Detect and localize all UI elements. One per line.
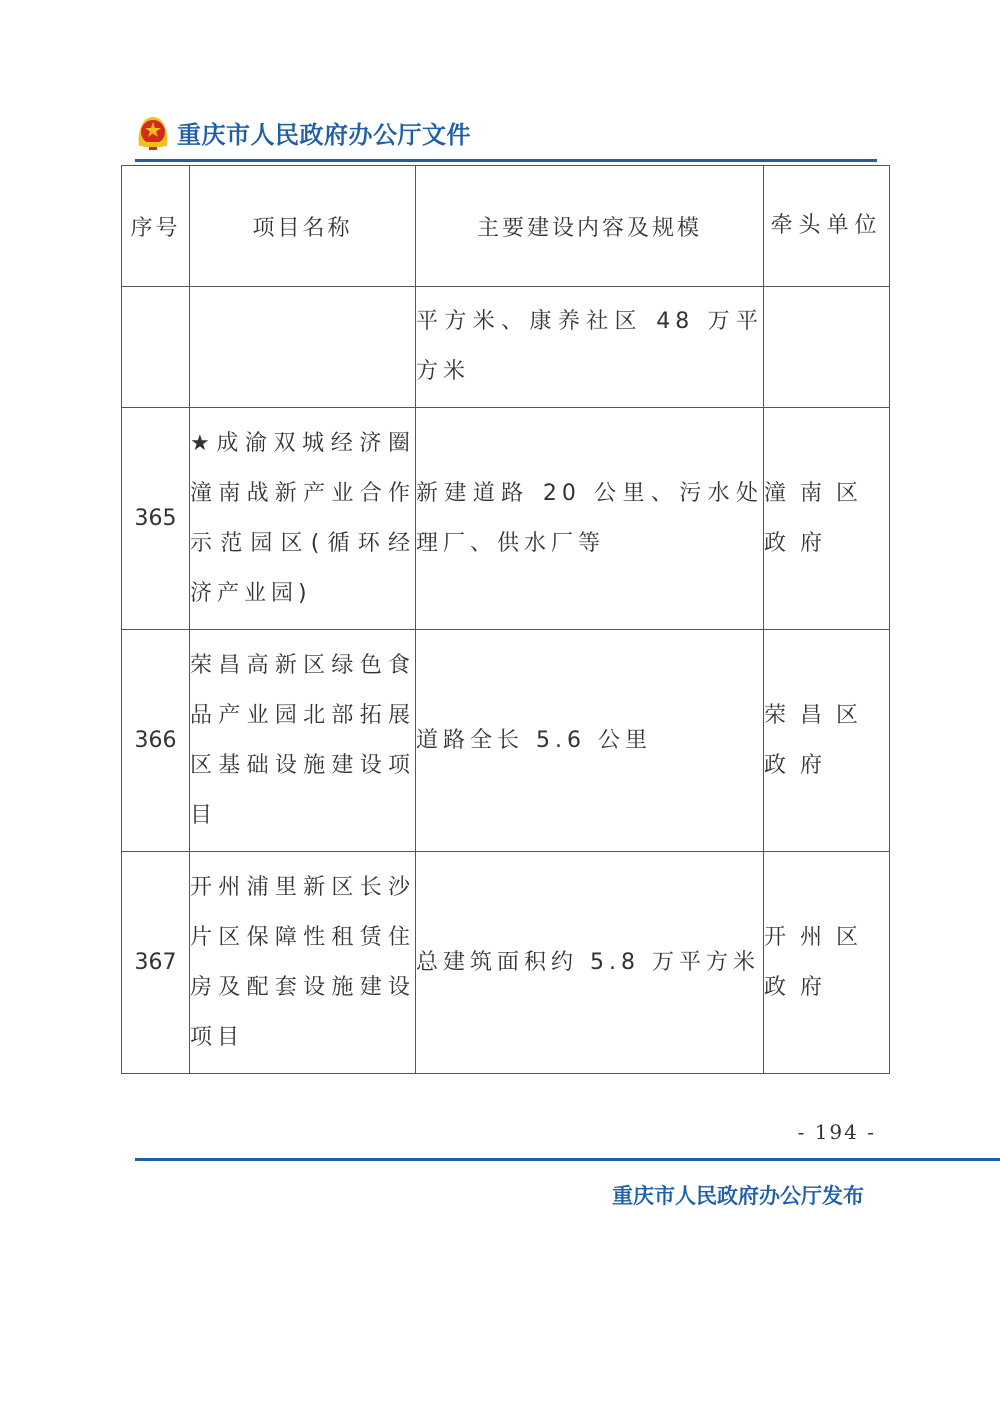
page-number: - 194 - xyxy=(797,1120,876,1144)
cell-lead-unit: 荣昌区政府 xyxy=(764,630,890,852)
document-header xyxy=(135,112,471,152)
cell-name: 开州浦里新区长沙片区保障性租赁住房及配套设施建设项目 xyxy=(190,852,416,1074)
cell-content: 总建筑面积约 5.8 万平方米 xyxy=(416,852,764,1074)
column-header-content: 主要建设内容及规模 xyxy=(416,166,764,287)
table-row xyxy=(122,408,890,630)
cell-lead-unit: 开州区政府 xyxy=(764,852,890,1074)
cell-name xyxy=(190,287,416,408)
cell-content: 新建道路 20 公里、污水处理厂、供水厂等 xyxy=(416,408,764,630)
cell-lead-unit xyxy=(764,287,890,408)
cell-number: 367 xyxy=(122,852,190,1074)
table-header-row xyxy=(122,166,890,287)
cell-number xyxy=(122,287,190,408)
cell-content: 平方米、康养社区 48 万平方米 xyxy=(416,287,764,408)
national-emblem-icon xyxy=(135,112,171,152)
cell-content: 道路全长 5.6 公里 xyxy=(416,630,764,852)
cell-name: ★成渝双城经济圈潼南战新产业合作示范园区(循环经济产业园) xyxy=(190,408,416,630)
cell-number: 365 xyxy=(122,408,190,630)
cell-lead-unit: 潼南区政府 xyxy=(764,408,890,630)
cell-number: 366 xyxy=(122,630,190,852)
header-divider xyxy=(135,159,877,162)
table-row xyxy=(122,630,890,852)
project-table xyxy=(121,165,890,1074)
header-title: 重庆市人民政府办公厅文件 xyxy=(177,119,471,149)
column-header-lead-unit: 牵头单位 xyxy=(764,166,890,287)
table-row xyxy=(122,287,890,408)
column-header-name: 项目名称 xyxy=(190,166,416,287)
footer-divider xyxy=(135,1158,1000,1161)
table-row xyxy=(122,852,890,1074)
footer-publisher: 重庆市人民政府办公厅发布 xyxy=(612,1183,864,1208)
cell-name: 荣昌高新区绿色食品产业园北部拓展区基础设施建设项目 xyxy=(190,630,416,852)
column-header-number: 序号 xyxy=(122,166,190,287)
